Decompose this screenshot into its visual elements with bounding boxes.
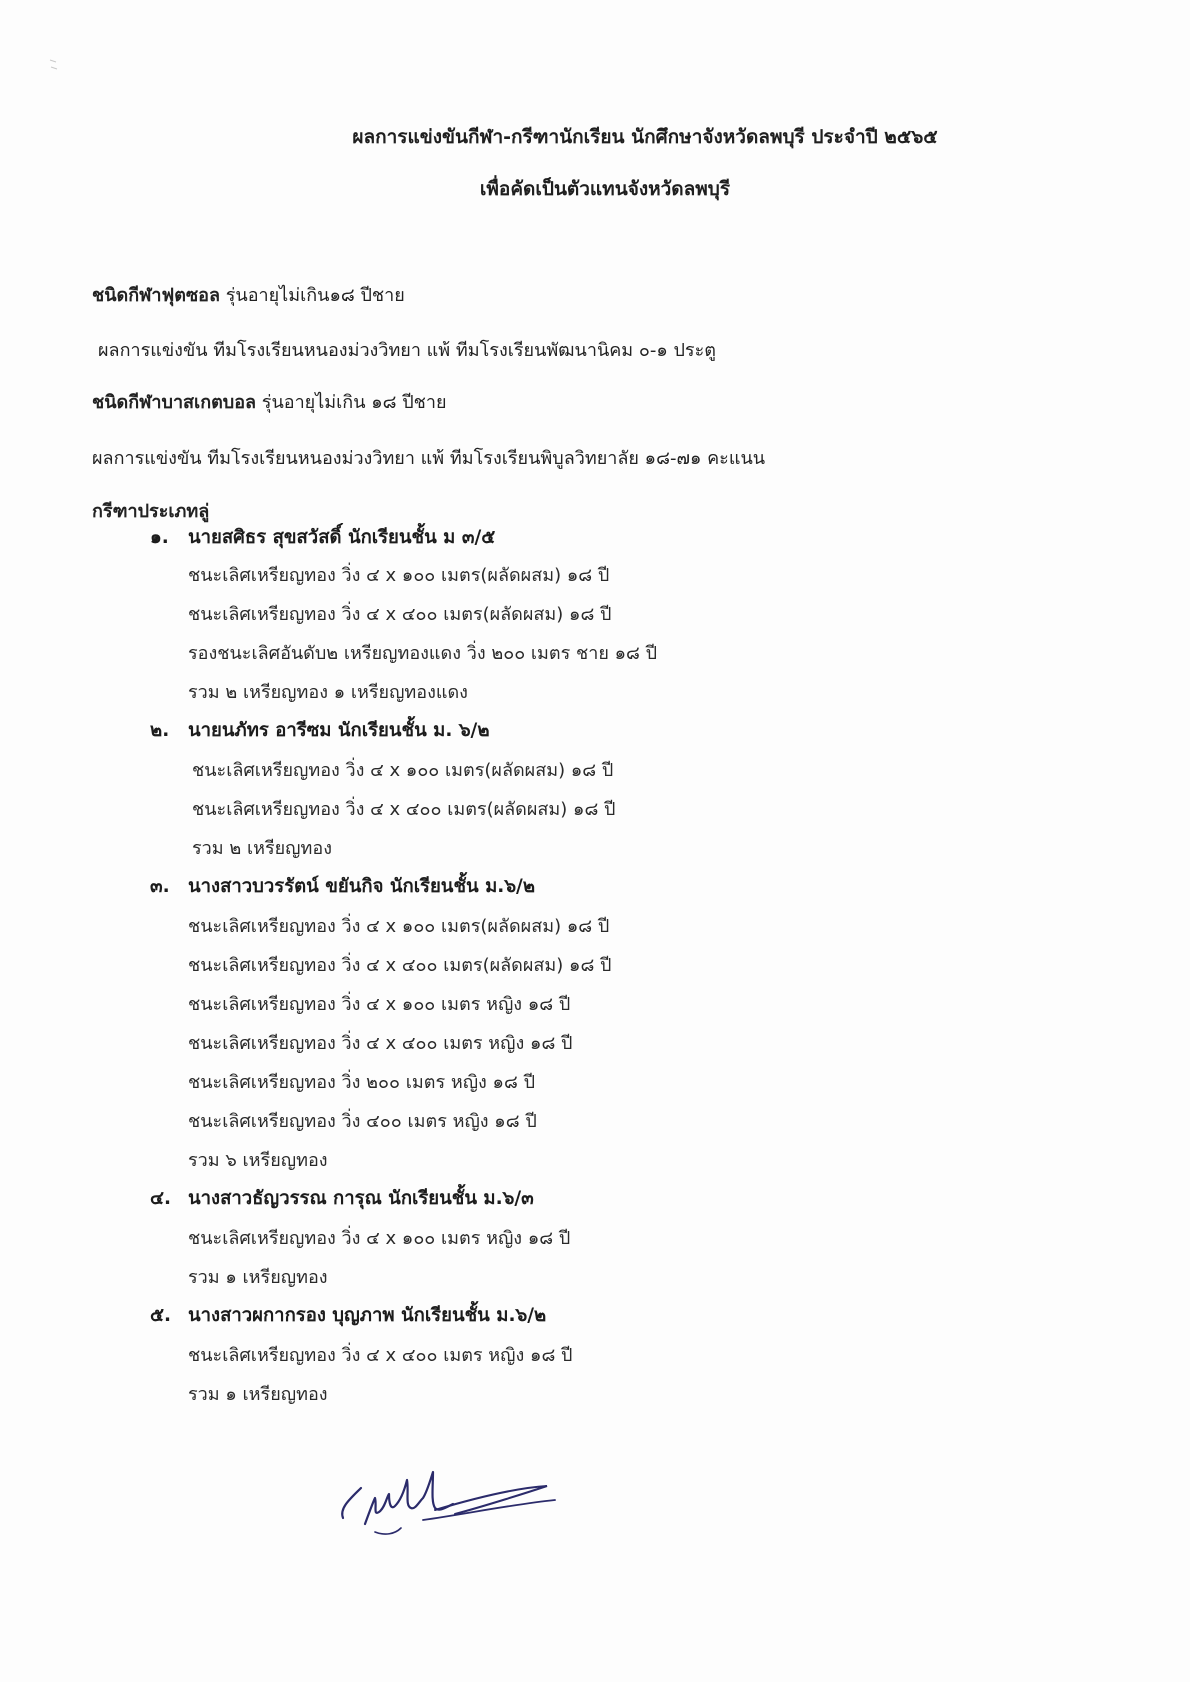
athlete-1-total: รวม ๒ เหรียญทอง ๑ เหรียญทองแดง [188,682,468,703]
athlete-2-heading [150,716,490,745]
basketball-division: รุ่นอายุไม่เกิน ๑๘ ปีชาย [256,392,447,413]
athlete-3-number: ๓. [150,876,170,897]
document-subtitle: เพื่อคัดเป็นตัวแทนจังหวัดลพบุรี [479,178,731,200]
athlete-5-heading [150,1301,546,1330]
athlete-3-result-1: ชนะเลิศเหรียญทอง วิ่ง ๔ x ๑๐๐ เมตร(ผลัดผสม) ๑๘ ปี [188,916,610,937]
handwritten-signature-icon [335,1458,585,1548]
scan-speck-icon [48,58,60,72]
athlete-1-result-2: ชนะเลิศเหรียญทอง วิ่ง ๔ x ๔๐๐ เมตร(ผลัดผสม) ๑๘ ปี [188,604,612,625]
athlete-2-result-2: ชนะเลิศเหรียญทอง วิ่ง ๔ x ๔๐๐ เมตร(ผลัดผสม) ๑๘ ปี [192,799,616,820]
athlete-4-total: รวม ๑ เหรียญทอง [188,1267,328,1288]
basketball-result: ผลการแข่งขัน ทีมโรงเรียนหนองม่วงวิทยา แพ้ ทีมโรงเรียนพิบูลวิทยาลัย ๑๘-๗๑ คะแนน [92,448,766,469]
athlete-4-number: ๔. [150,1188,172,1209]
basketball-sport-label: ชนิดกีฬาบาสเกตบอล [92,392,257,413]
futsal-result: ผลการแข่งขัน ทีมโรงเรียนหนองม่วงวิทยา แพ้ ทีมโรงเรียนพัฒนานิคม ๐-๑ ประตู [98,340,716,361]
athlete-3-result-3: ชนะเลิศเหรียญทอง วิ่ง ๔ x ๑๐๐ เมตร หญิง ๑๘ ปี [188,994,571,1015]
athlete-2-name: นายนภัทร อารีซม นักเรียนชั้น ม. ๖/๒ [188,720,490,741]
athlete-4-heading [150,1184,534,1213]
athlete-5-number: ๕. [150,1305,172,1326]
athlete-5-total: รวม ๑ เหรียญทอง [188,1384,328,1405]
athlete-1-name: นายสศิธร สุขสวัสดิ์ นักเรียนชั้น ม ๓/๕ [188,527,496,548]
athlete-1-result-1: ชนะเลิศเหรียญทอง วิ่ง ๔ x ๑๐๐ เมตร(ผลัดผสม) ๑๘ ปี [188,565,610,586]
athlete-2-number: ๒. [150,720,170,741]
athlete-3-result-5: ชนะเลิศเหรียญทอง วิ่ง ๒๐๐ เมตร หญิง ๑๘ ปี [188,1072,536,1093]
athlete-3-result-4: ชนะเลิศเหรียญทอง วิ่ง ๔ x ๔๐๐ เมตร หญิง ๑๘ ปี [188,1033,573,1054]
athlete-3-total: รวม ๖ เหรียญทอง [188,1150,328,1171]
athlete-2-total: รวม ๒ เหรียญทอง [192,838,332,859]
athlete-1-result-3: รองชนะเลิศอันดับ๒ เหรียญทองแดง วิ่ง ๒๐๐ เมตร ชาย ๑๘ ปี [188,643,658,664]
document-title: ผลการแข่งขันกีฬา-กรีฑานักเรียน นักศึกษาจังหวัดลพบุรี ประจำปี ๒๕๖๕ [352,126,938,148]
basketball-heading [92,387,447,416]
athlete-5-name: นางสาวผกากรอง บุญภาพ นักเรียนชั้น ม.๖/๒ [188,1305,547,1326]
athlete-2-result-1: ชนะเลิศเหรียญทอง วิ่ง ๔ x ๑๐๐ เมตร(ผลัดผสม) ๑๘ ปี [192,760,614,781]
athlete-3-result-6: ชนะเลิศเหรียญทอง วิ่ง ๔๐๐ เมตร หญิง ๑๘ ปี [188,1111,537,1132]
athlete-4-name: นางสาวธัญวรรณ การุณ นักเรียนชั้น ม.๖/๓ [188,1188,534,1209]
athlete-3-result-2: ชนะเลิศเหรียญทอง วิ่ง ๔ x ๔๐๐ เมตร(ผลัดผสม) ๑๘ ปี [188,955,612,976]
athlete-1-number: ๑. [150,527,169,548]
athlete-1-heading [150,523,495,552]
athlete-3-heading [150,872,535,901]
athlete-5-result-1: ชนะเลิศเหรียญทอง วิ่ง ๔ x ๔๐๐ เมตร หญิง ๑๘ ปี [188,1345,573,1366]
futsal-heading [92,280,405,309]
athlete-3-name: นางสาวบวรรัตน์ ขยันกิจ นักเรียนชั้น ม.๖/๒ [188,876,536,897]
futsal-division: รุ่นอายุไม่เกิน๑๘ ปีชาย [220,285,405,306]
athletics-heading: กรีฑาประเภทลู่ [92,501,210,522]
athlete-4-result-1: ชนะเลิศเหรียญทอง วิ่ง ๔ x ๑๐๐ เมตร หญิง ๑๘ ปี [188,1228,571,1249]
futsal-sport-label: ชนิดกีฬาฟุตซอล [92,285,221,306]
